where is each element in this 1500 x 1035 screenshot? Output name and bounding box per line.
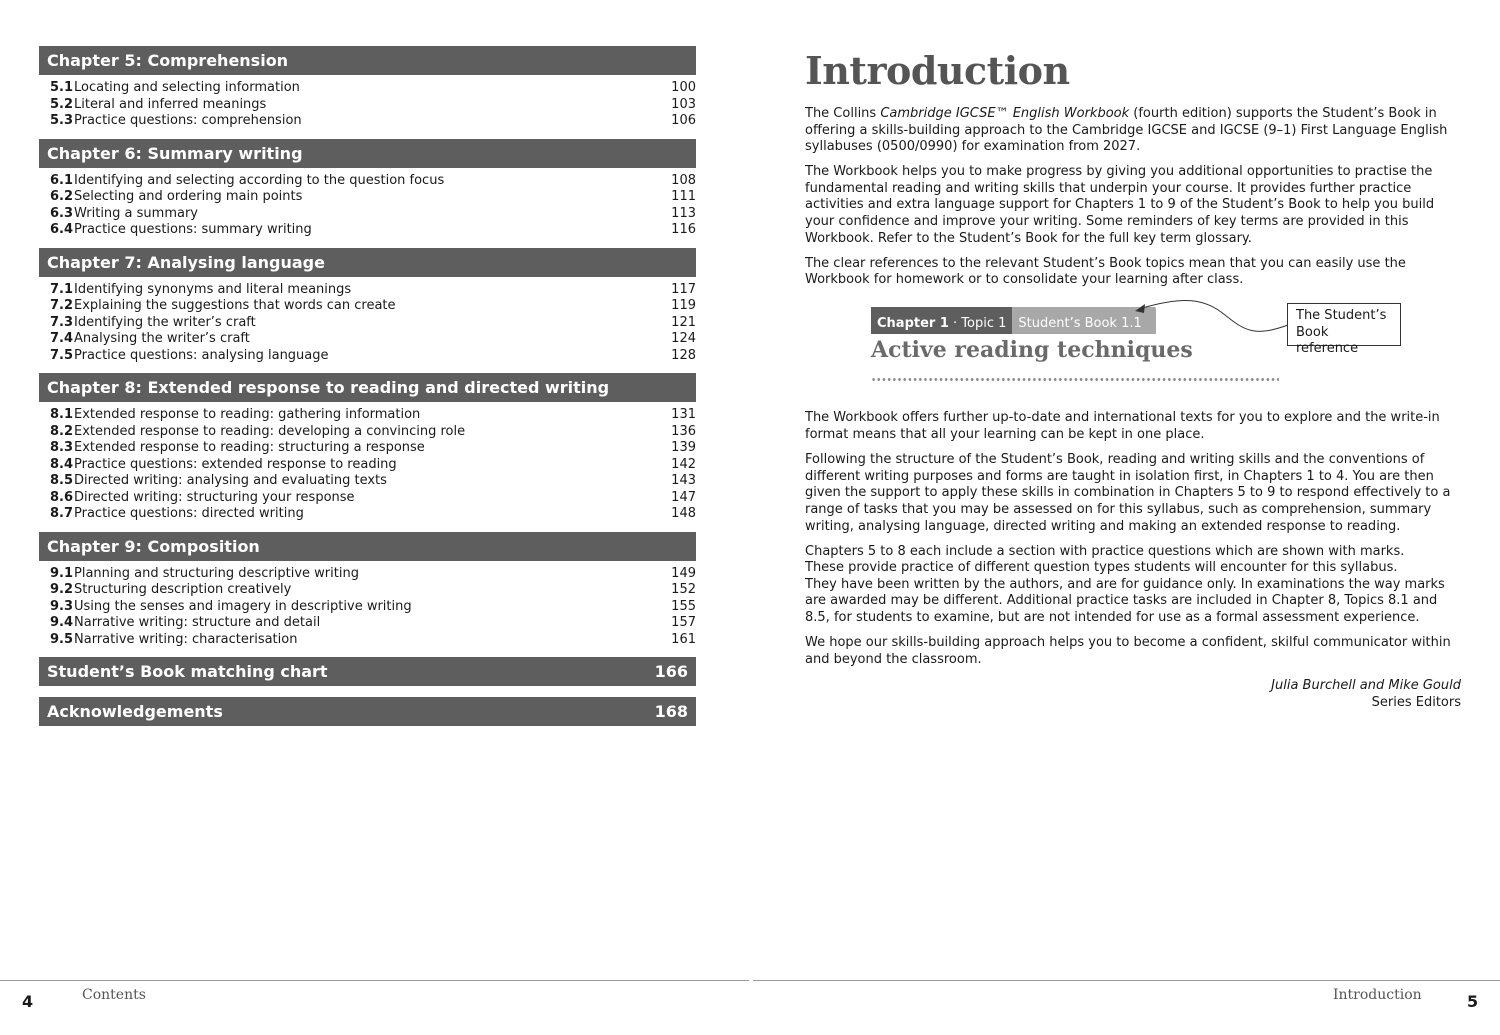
entry-title: Narrative writing: characterisation [74,631,298,647]
intro-paragraph-7: We hope our skills-building approach helps you to become a confident, skilful communicator within and beyond the classroom. [805,635,1451,667]
entry-page: 136 [671,423,696,439]
entry-page: 116 [671,222,696,237]
chapter-entries [39,402,696,523]
entry-title: Directed writing: analysing and evaluating texts [74,473,387,488]
entry-title: Structuring description creatively [74,582,292,597]
chapter-entries [39,277,696,365]
entry-title: Practice questions: extended response to reading [74,456,397,472]
entry-title: Practice questions: analysing language [74,347,329,363]
signature [805,677,1461,711]
toc-entry [39,490,696,507]
entry-page: 166 [654,662,688,681]
entry-number: 6.1 [50,172,74,188]
book-title: Cambridge IGCSE™ English Workbook [880,106,1130,121]
toc-entry [39,615,696,632]
entry-number: 9.3 [50,598,74,614]
entry-title: Writing a summary [74,205,199,221]
toc-entry [39,582,696,599]
chapter-6-block [39,139,696,239]
entry-title: Identifying and selecting according to the question focus [74,172,445,188]
callout-arrow-icon [1105,297,1295,337]
chapter-heading: Chapter 5: Comprehension [39,46,696,75]
entry-page: 139 [671,440,696,455]
entry-number: 6.3 [50,205,74,221]
entry-number: 6.2 [50,189,74,204]
entry-page: 119 [671,298,696,313]
toc-entry [39,97,696,114]
entry-number: 5.2 [50,96,74,112]
left-running-head: Contents [82,987,146,1003]
entry-page: 113 [671,205,696,221]
entry-title: Student’s Book matching chart [47,662,328,681]
entry-title: Planning and structuring descriptive writing [74,565,359,581]
intro-paragraph-6: Chapters 5 to 8 each include a section with practice questions which are shown with marks. These provide practice of different question types students will encounter for this syllabus. They have been written by the authors, and are for guidance only. In examinations the way marks are awarded may be different. Additional practice tasks are included in Chapter 8, Topics 8.1 and 8.5, for students to examine, but are not intended for use as a formal assessment experience. [805,543,1445,625]
chapter-heading: Chapter 7: Analysing language [39,248,696,277]
entry-title: Extended response to reading: gathering information [74,407,421,422]
toc-entry [39,222,696,239]
entry-page: 157 [671,615,696,630]
entry-title: Directed writing: structuring your response [74,489,355,505]
toc-entry [39,457,696,474]
entry-page: 106 [671,113,696,128]
entry-number: 6.4 [50,222,74,237]
entry-page: 161 [671,631,696,647]
chapter-9-block [39,532,696,649]
left-page-number: 4 [22,992,34,1011]
entry-title: Identifying the writer’s craft [74,314,256,330]
toc-entry [39,80,696,97]
entry-title: Extended response to reading: developing a convincing role [74,423,466,439]
right-footer-rule [753,980,1500,981]
entry-title: Extended response to reading: structuring a response [74,440,425,455]
entry-number: 8.1 [50,407,74,422]
entry-number: 9.1 [50,565,74,581]
toc-entry [39,348,696,365]
chapter-heading: Chapter 8: Extended response to reading and directed writing [39,373,696,402]
entry-number: 7.3 [50,314,74,330]
entry-number: 5.1 [50,80,74,95]
entry-title: Explaining the suggestions that words can create [74,298,396,313]
toc-entry [39,282,696,299]
entry-page: 131 [671,407,696,422]
matching-chart-heading [39,657,696,686]
chapter-topic-label: Chapter 1 · Topic 1 [871,307,1012,334]
intro-paragraph-5: Following the structure of the Student’s Book, reading and writing skills and the conventions of different writing purposes and forms are taught in isolation first, in Chapters 1 to 4. You are then given the support to apply these skills in combination in Chapters 5 to 9 to respond effectively to a range of tasks that you may be assessed on for this syllabus, such as comprehension, summary writing, analysing language, directed writing and making an extended response to reading. [805,452,1451,534]
toc-entry [39,473,696,490]
entry-title: Identifying synonyms and literal meanings [74,281,352,297]
entry-number: 8.2 [50,423,74,439]
chapter-7-block [39,248,696,365]
entry-page: 147 [671,489,696,505]
toc-entry [39,440,696,457]
chapter-entries [39,75,696,130]
entry-title: Practice questions: summary writing [74,222,312,237]
entry-page: 143 [671,473,696,488]
entry-number: 7.4 [50,331,74,346]
entry-page: 111 [671,189,696,204]
entry-page: 103 [671,96,696,112]
entry-title: Narrative writing: structure and detail [74,615,321,630]
entry-number: 7.1 [50,281,74,297]
entry-number: 8.7 [50,506,74,521]
introduction-section [805,46,1465,711]
entry-page: 155 [671,598,696,614]
entry-title: Locating and selecting information [74,80,300,95]
entry-title: Using the senses and imagery in descriptive writing [74,598,412,614]
contents-list [39,46,696,737]
entry-page: 117 [671,281,696,297]
entry-number: 8.6 [50,489,74,505]
toc-entry [39,424,696,441]
intro-paragraph-1: The Collins Cambridge IGCSE™ English Workbook (fourth edition) supports the Student’s Book in offering a skills-building approach to the Cambridge IGCSE and IGCSE (9–1) First Language English syllabuses (0500/0990) for examination from 2027. [805,106,1448,155]
entry-page: 124 [671,331,696,346]
entry-number: 7.2 [50,298,74,313]
entry-title: Practice questions: directed writing [74,506,304,521]
intro-paragraph-3: The clear references to the relevant Student’s Book topics mean that you can easily use the Workbook for homework or to consolidate your learning after class. [805,255,1406,288]
chapter-8-block [39,373,696,523]
sample-heading-text: Active reading techniques [871,337,1193,364]
toc-entry [39,566,696,583]
toc-entry [39,599,696,616]
entry-number: 8.5 [50,473,74,488]
acknowledgements-heading [39,697,696,726]
chapter-heading: Chapter 6: Summary writing [39,139,696,168]
chapter-5-block [39,46,696,130]
entry-title: Literal and inferred meanings [74,96,267,112]
entry-title: Analysing the writer’s craft [74,331,250,346]
entry-page: 100 [671,80,696,95]
entry-title: Selecting and ordering main points [74,189,303,204]
page-title: Introduction [805,48,1070,93]
entry-number: 8.3 [50,440,74,455]
toc-entry [39,331,696,348]
entry-number: 8.4 [50,456,74,472]
toc-entry [39,189,696,206]
toc-entry [39,407,696,424]
chapter-entries [39,561,696,649]
entry-page: 152 [671,582,696,597]
entry-title: Acknowledgements [47,702,223,721]
entry-page: 168 [654,702,688,721]
entry-number: 9.4 [50,615,74,630]
toc-entry [39,173,696,190]
toc-entry [39,315,696,332]
entry-number: 9.5 [50,631,74,647]
intro-paragraph-4: The Workbook offers further up-to-date and international texts for you to explore and the write-in format means that all your learning can be kept in one place. [805,410,1440,443]
right-running-head: Introduction [1333,987,1422,1003]
toc-entry [39,632,696,649]
left-footer-rule [0,980,749,981]
entry-page: 121 [671,314,696,330]
sample-topic-heading [805,297,1465,410]
entry-page: 142 [671,456,696,472]
editor-role: Series Editors [1371,694,1461,710]
entry-number: 9.2 [50,582,74,597]
dotted-rule [871,377,1279,382]
entry-page: 108 [671,172,696,188]
toc-entry [39,298,696,315]
toc-entry [39,206,696,223]
entry-page: 128 [671,347,696,363]
toc-entry [39,113,696,130]
entry-number: 5.3 [50,113,74,128]
entry-title: Practice questions: comprehension [74,113,302,128]
callout-box: The Student’s Book reference [1287,303,1401,346]
students-book-ref: Student’s Book 1.1 [1012,307,1155,334]
right-page-number: 5 [1467,992,1479,1011]
entry-page: 149 [671,565,696,581]
editor-names: Julia Burchell and Mike Gould [1271,677,1461,693]
entry-number: 7.5 [50,347,74,363]
chapter-heading: Chapter 9: Composition [39,532,696,561]
toc-entry [39,506,696,523]
intro-paragraph-2: The Workbook helps you to make progress by giving you additional opportunities to practise the fundamental reading and writing skills that underpin your course. It provides further practice activities and extra language support for Chapters 1 to 9 of the Student’s Book to help you build your confidence and improve your writing. Some reminders of key terms are provided in this Workbook. Refer to the Student’s Book for the full key term glossary. [805,164,1435,246]
chapter-entries [39,168,696,239]
entry-page: 148 [671,506,696,521]
